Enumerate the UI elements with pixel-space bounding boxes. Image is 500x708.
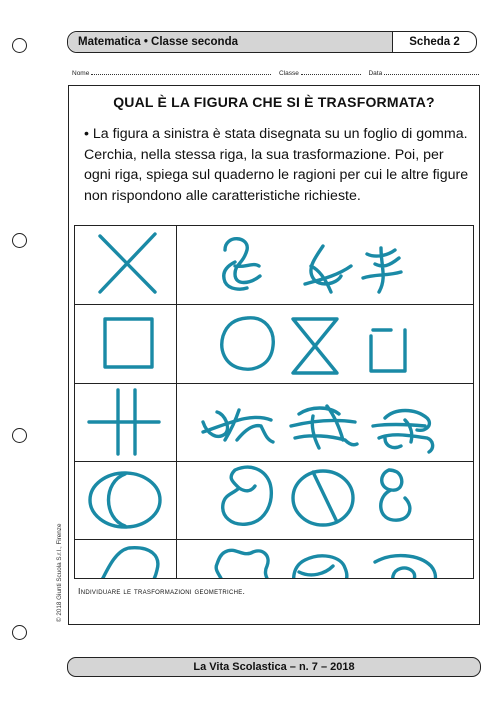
binder-hole-1 <box>12 38 27 53</box>
deformed-circle-figure[interactable] <box>223 467 272 524</box>
copyright-note: © 2018 Giunti Scuola S.r.l., Firenze <box>56 523 63 622</box>
loop-figure[interactable] <box>375 556 435 578</box>
page-footer: La Vita Scolastica – n. 7 – 2018 <box>67 657 481 677</box>
hourglass-figure[interactable] <box>293 319 337 373</box>
binder-hole-3 <box>12 428 27 443</box>
name-field[interactable] <box>91 68 271 75</box>
squiggle-figure-a[interactable] <box>224 239 260 289</box>
circle-arc-figure[interactable] <box>90 473 160 527</box>
figure-eight-figure[interactable] <box>381 470 410 520</box>
open-square-figure[interactable] <box>371 330 405 371</box>
tangled-lines-figure-c[interactable] <box>373 411 433 453</box>
squiggle-figure-c[interactable] <box>363 248 401 292</box>
exercise-instruction: • La figura a sinistra è stata disegnata su un foglio di gomma. Cerchia, nella stessa riga, la sua trasformazione. Poi, per ogni riga, spiega sul quaderno le ragioni per cui le altre figure non rispondono alle caratteristiche richieste. <box>84 126 469 204</box>
name-label: Nome <box>72 70 90 77</box>
class-label: Classe <box>278 70 299 77</box>
binder-hole-2 <box>12 233 27 248</box>
tangled-lines-figure-b[interactable] <box>291 406 357 448</box>
parallelogram-blob-figure[interactable] <box>98 548 157 578</box>
tangled-lines-figure-a[interactable] <box>203 410 273 442</box>
figures-drawing <box>75 226 473 578</box>
student-fields <box>72 68 472 77</box>
page-header <box>67 31 477 53</box>
bumpy-shape-figure[interactable] <box>216 550 270 578</box>
binder-hole-4 <box>12 625 27 640</box>
squiggle-figure-b[interactable] <box>305 246 351 292</box>
date-label: Data <box>368 70 383 77</box>
sheet-number: Scheda 2 <box>409 36 460 48</box>
objective-note: Individuare le trasformazioni geometriche. <box>78 586 246 596</box>
square-figure[interactable] <box>105 319 152 367</box>
exercise-title: QUAL È LA FIGURA CHE SI È TRASFORMATA? <box>113 94 435 110</box>
rounded-blob-figure[interactable] <box>222 318 273 369</box>
hash-figure[interactable] <box>89 390 159 454</box>
exercise-frame <box>68 85 480 625</box>
date-field[interactable] <box>384 68 479 75</box>
circle-chord-figure[interactable] <box>293 471 353 525</box>
cross-x-figure[interactable] <box>100 234 155 292</box>
stretched-blob-figure[interactable] <box>294 556 347 578</box>
subject-label: Matematica • Classe seconda <box>68 32 393 52</box>
class-field[interactable] <box>301 68 361 75</box>
figures-table <box>74 225 474 579</box>
